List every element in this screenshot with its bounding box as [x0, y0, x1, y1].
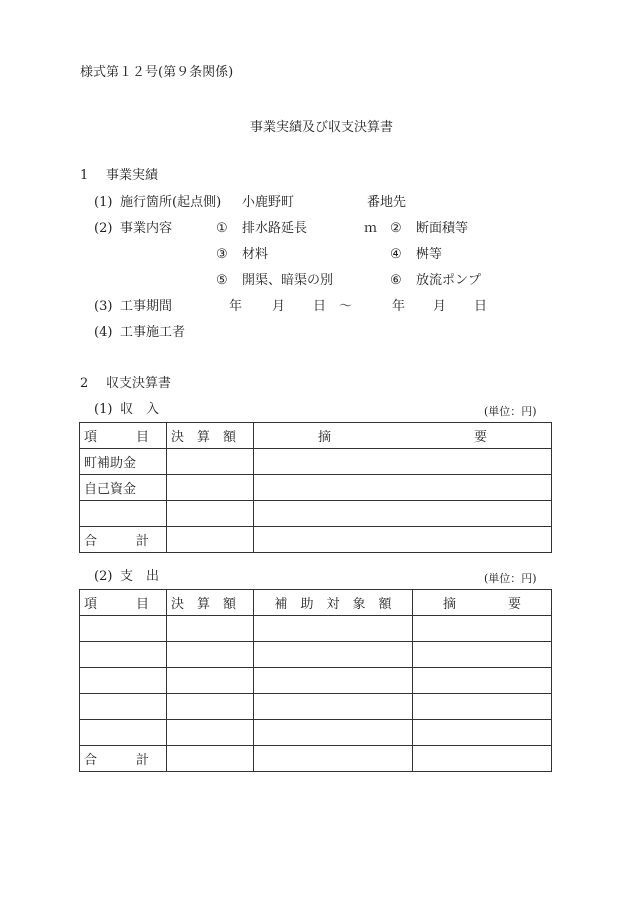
table-row: [80, 668, 552, 694]
table-row: [80, 449, 552, 475]
expense-total-amount[interactable]: [167, 746, 254, 772]
end-day-label: 日: [474, 299, 488, 314]
entry-mark-3: ③: [216, 247, 228, 262]
table-row: [80, 501, 552, 527]
expense-header-amount: 決 算 額: [167, 590, 254, 616]
start-month-label: 月: [272, 299, 286, 314]
expense-total-subsidy[interactable]: [254, 746, 413, 772]
income-header-row: [80, 423, 552, 449]
income-number: (1): [94, 402, 113, 417]
entry-mark-4: ④: [390, 247, 402, 262]
expense-row-summary[interactable]: [413, 642, 552, 668]
expense-total-row: [80, 746, 552, 772]
entry-unit-1: ｍ: [364, 221, 378, 236]
expense-number: (2): [94, 569, 113, 584]
income-row-summary[interactable]: [254, 501, 552, 527]
entry-text-3: 材料: [242, 247, 269, 262]
item1-suffix: 番地先: [367, 195, 407, 210]
income-row-amount[interactable]: [167, 449, 254, 475]
expense-row-amount[interactable]: [167, 616, 254, 642]
income-row-item: 町補助金: [80, 449, 167, 475]
expense-table: [79, 589, 552, 772]
entry-mark-1: ①: [216, 221, 228, 236]
table-row: [80, 475, 552, 501]
income-row-item: 自己資金: [80, 475, 167, 501]
income-total-summary[interactable]: [254, 527, 552, 553]
expense-row-item[interactable]: [80, 616, 167, 642]
expense-row-item[interactable]: [80, 720, 167, 746]
income-header-summary: 摘 要: [254, 423, 552, 449]
item1-number: (1): [94, 195, 113, 210]
expense-total-summary[interactable]: [413, 746, 552, 772]
table-row: [80, 720, 552, 746]
form-number: 様式第１２号(第９条関係): [80, 65, 234, 80]
income-table: [79, 422, 552, 553]
section2-heading: 収支決算書: [106, 376, 172, 391]
item2-number: (2): [94, 221, 113, 236]
table-row: [80, 694, 552, 720]
end-month-label: 月: [433, 299, 447, 314]
expense-row-amount[interactable]: [167, 668, 254, 694]
income-header-item: 項 目: [80, 423, 167, 449]
income-label: 収 入: [120, 402, 160, 417]
expense-row-item[interactable]: [80, 642, 167, 668]
entry-text-2: 断面積等: [416, 221, 469, 236]
expense-row-amount[interactable]: [167, 694, 254, 720]
item3-label: 工事期間: [120, 299, 173, 314]
expense-row-item[interactable]: [80, 668, 167, 694]
entry-text-4: 桝等: [416, 247, 443, 262]
item4-number: (4): [94, 325, 113, 340]
section2-number: 2: [80, 376, 89, 391]
income-unit-note: (単位：円): [484, 405, 537, 418]
start-year-label: 年: [229, 299, 243, 314]
expense-row-amount[interactable]: [167, 720, 254, 746]
expense-row-subsidy[interactable]: [254, 668, 413, 694]
entry-mark-2: ②: [390, 221, 402, 236]
income-row-amount[interactable]: [167, 475, 254, 501]
period-tilde: 〜: [339, 299, 353, 314]
income-row-item[interactable]: [80, 501, 167, 527]
expense-row-summary[interactable]: [413, 694, 552, 720]
income-total-amount[interactable]: [167, 527, 254, 553]
income-row-summary[interactable]: [254, 475, 552, 501]
expense-row-amount[interactable]: [167, 642, 254, 668]
expense-label: 支 出: [120, 569, 160, 584]
expense-header-row: [80, 590, 552, 616]
expense-row-summary[interactable]: [413, 616, 552, 642]
table-row: [80, 616, 552, 642]
start-day-label: 日: [313, 299, 327, 314]
expense-header-subsidy: 補 助 対 象 額: [254, 590, 413, 616]
section1-number: 1: [80, 168, 89, 183]
item4-label: 工事施工者: [120, 325, 186, 340]
item1-label: 施行箇所(起点側): [120, 195, 222, 210]
item3-number: (3): [94, 299, 113, 314]
expense-row-summary[interactable]: [413, 668, 552, 694]
entry-mark-5: ⑤: [216, 273, 228, 288]
entry-text-1: 排水路延長: [242, 221, 308, 236]
expense-total-label: 合 計: [80, 746, 167, 772]
expense-row-subsidy[interactable]: [254, 694, 413, 720]
document-title: 事業実績及び収支決算書: [250, 120, 394, 135]
income-total-label: 合 計: [80, 527, 167, 553]
entry-text-5: 開渠、暗渠の別: [242, 273, 334, 288]
section1-heading: 事業実績: [106, 168, 159, 183]
expense-header-summary: 摘 要: [413, 590, 552, 616]
end-year-label: 年: [392, 299, 406, 314]
table-row: [80, 642, 552, 668]
expense-row-subsidy[interactable]: [254, 642, 413, 668]
expense-row-item[interactable]: [80, 694, 167, 720]
income-row-summary[interactable]: [254, 449, 552, 475]
expense-row-summary[interactable]: [413, 720, 552, 746]
entry-text-6: 放流ポンプ: [416, 273, 482, 288]
expense-row-subsidy[interactable]: [254, 616, 413, 642]
expense-row-subsidy[interactable]: [254, 720, 413, 746]
income-header-amount: 決 算 額: [167, 423, 254, 449]
income-total-row: [80, 527, 552, 553]
expense-header-item: 項 目: [80, 590, 167, 616]
expense-unit-note: (単位：円): [484, 572, 537, 585]
item2-label: 事業内容: [120, 221, 173, 236]
item1-value: 小鹿野町: [242, 195, 295, 210]
entry-mark-6: ⑥: [390, 273, 402, 288]
income-row-amount[interactable]: [167, 501, 254, 527]
